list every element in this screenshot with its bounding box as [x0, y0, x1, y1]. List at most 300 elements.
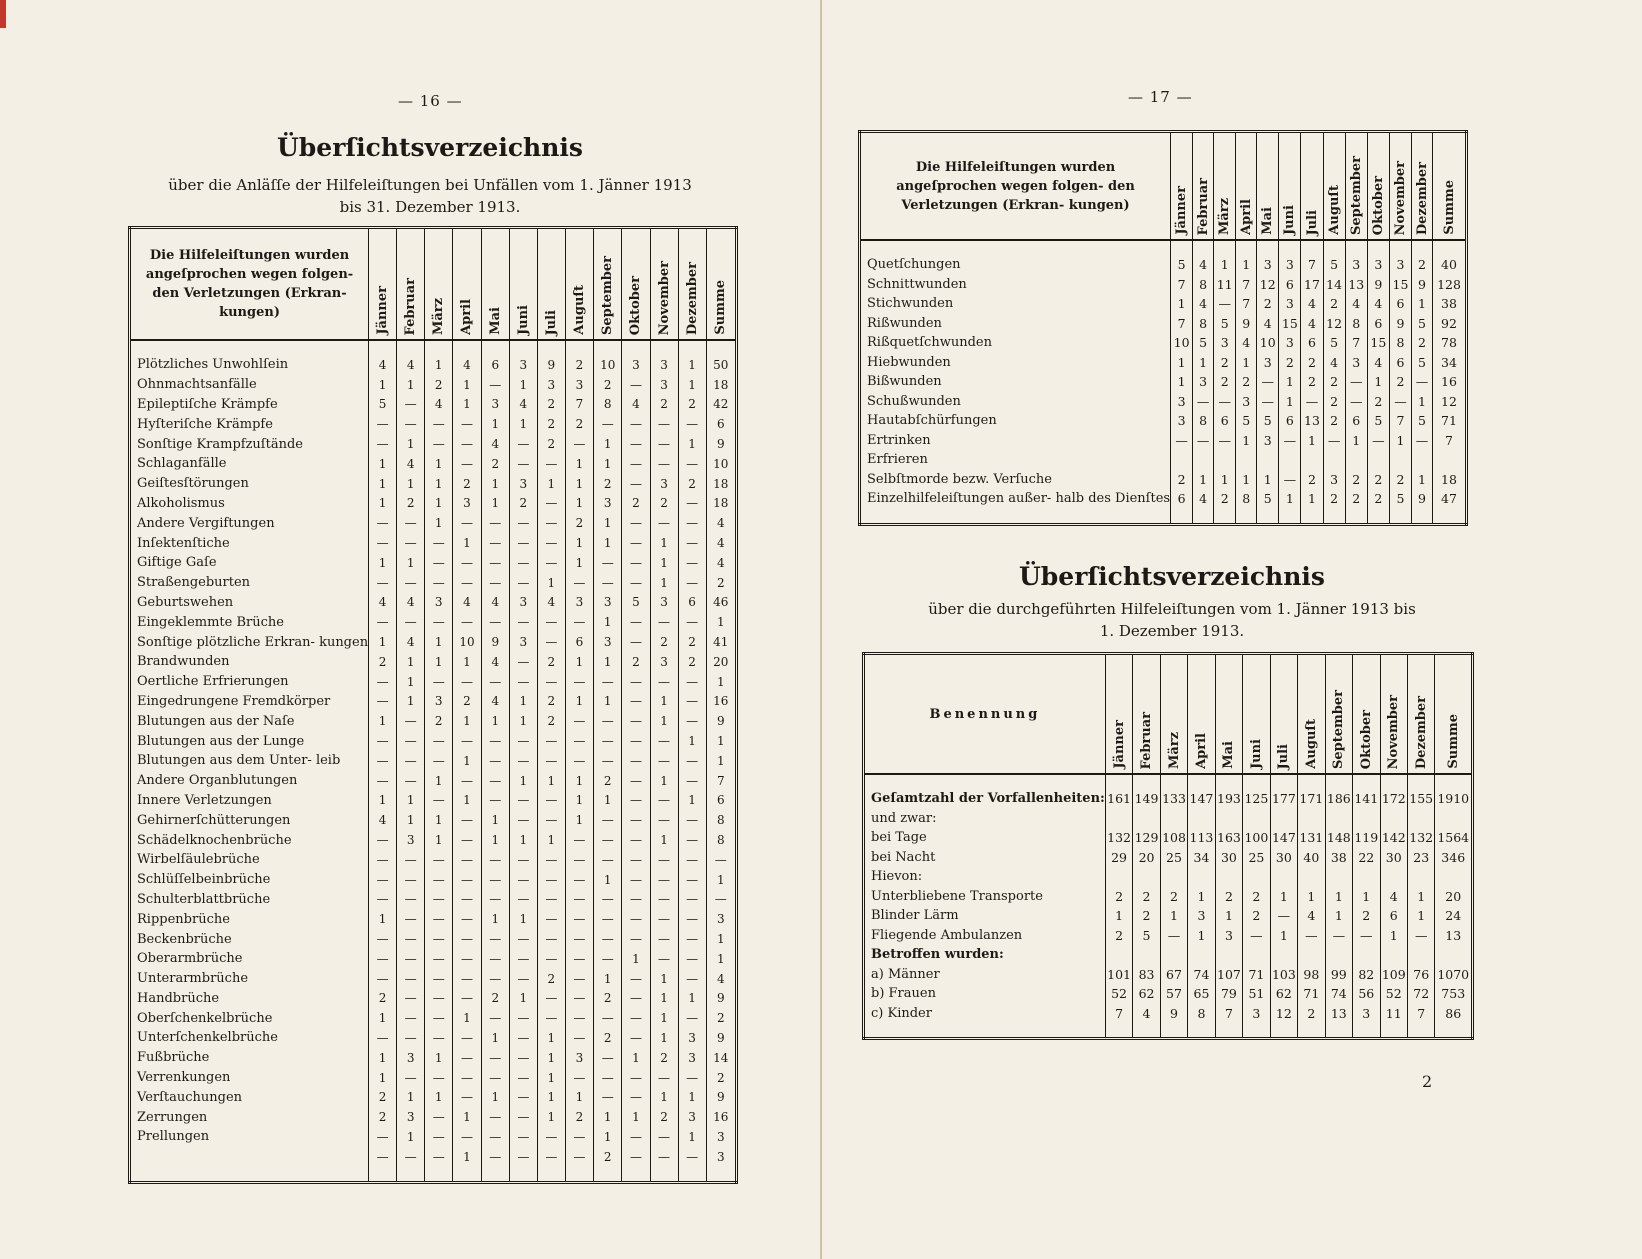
- value-cell: 9: [1367, 275, 1389, 295]
- value-cell: 119: [1353, 828, 1380, 848]
- value-cell: 4: [1193, 255, 1214, 275]
- value-cell: 3: [453, 494, 482, 514]
- value-cell: 4: [397, 355, 425, 375]
- value-cell: 2: [1214, 489, 1236, 509]
- row-label: Erfrieren: [867, 452, 928, 468]
- table-row: [130, 751, 737, 771]
- value-cell: 7: [1301, 255, 1323, 275]
- value-cell: —: [453, 672, 482, 692]
- value-cell: 4: [1323, 353, 1345, 373]
- value-cell: —: [509, 1147, 537, 1167]
- value-cell: 20: [1133, 848, 1160, 868]
- value-cell: 1910: [1435, 789, 1473, 809]
- value-cell: —: [453, 731, 482, 751]
- value-cell: —: [397, 890, 425, 910]
- column-header-label: Summe: [1441, 180, 1457, 235]
- value-cell: 5: [1193, 333, 1214, 353]
- table-spacer-row: [130, 1167, 737, 1183]
- value-cell: —: [509, 533, 537, 553]
- value-cell: 4: [481, 652, 509, 672]
- value-cell: —: [650, 414, 678, 434]
- value-cell: 13: [1325, 1004, 1352, 1024]
- value-cell: 1: [1188, 926, 1215, 946]
- value-cell: 3: [509, 632, 537, 652]
- column-header-label: Jänner: [1174, 186, 1190, 235]
- value-cell: [1105, 809, 1132, 829]
- value-cell: —: [509, 949, 537, 969]
- value-cell: —: [425, 1008, 453, 1028]
- value-cell: 1: [425, 1087, 453, 1107]
- value-cell: 2: [565, 355, 593, 375]
- value-cell: —: [650, 454, 678, 474]
- value-cell: 2: [565, 414, 593, 434]
- value-cell: —: [537, 989, 565, 1009]
- value-cell: —: [678, 692, 706, 712]
- table-spacer-row: [130, 340, 737, 355]
- spacer-cell: [860, 509, 1171, 525]
- spacer-cell: [1270, 774, 1297, 789]
- value-cell: 17: [1301, 275, 1323, 295]
- spacer-cell: [1345, 240, 1367, 255]
- value-cell: —: [565, 1068, 593, 1088]
- value-cell: —: [369, 573, 397, 593]
- value-cell: —: [537, 494, 565, 514]
- value-cell: —: [481, 731, 509, 751]
- column-header-month: [369, 228, 397, 341]
- value-cell: 1: [593, 513, 622, 533]
- value-cell: 4: [706, 533, 736, 553]
- value-cell: 4: [509, 395, 537, 415]
- value-cell: —: [537, 1127, 565, 1147]
- value-cell: 155: [1407, 789, 1434, 809]
- value-cell: —: [481, 929, 509, 949]
- value-cell: —: [1193, 392, 1214, 412]
- table-spacer-row: [864, 1023, 1473, 1039]
- value-cell: 9: [1160, 1004, 1187, 1024]
- value-cell: 1: [678, 731, 706, 751]
- value-cell: 2: [1389, 470, 1411, 490]
- value-cell: —: [453, 454, 482, 474]
- value-cell: —: [453, 1087, 482, 1107]
- value-cell: 3: [1257, 353, 1279, 373]
- value-cell: 1: [425, 652, 453, 672]
- column-header-month: [1298, 654, 1325, 775]
- value-cell: —: [1214, 294, 1236, 314]
- value-cell: 1: [650, 1008, 678, 1028]
- table-row: [864, 867, 1473, 887]
- spacer-cell: [1193, 240, 1214, 255]
- spacer-cell: [1188, 1023, 1215, 1039]
- value-cell: —: [678, 533, 706, 553]
- column-header-month: [1215, 654, 1242, 775]
- value-cell: 1: [537, 1048, 565, 1068]
- value-cell: —: [369, 533, 397, 553]
- value-cell: —: [397, 731, 425, 751]
- value-cell: 1: [650, 830, 678, 850]
- row-label: Andere Organblutungen: [137, 773, 298, 789]
- value-cell: 79: [1215, 984, 1242, 1004]
- value-cell: —: [622, 909, 650, 929]
- value-cell: 2: [537, 969, 565, 989]
- column-header-month: [1345, 132, 1367, 241]
- value-cell: —: [481, 850, 509, 870]
- value-cell: —: [1279, 431, 1301, 451]
- row-label: Eingedrungene Fremdkörper: [137, 693, 331, 709]
- row-label: Eingeklemmte Brüche: [137, 614, 284, 630]
- spacer-cell: [706, 340, 736, 355]
- value-cell: 1: [509, 830, 537, 850]
- value-cell: —: [622, 1068, 650, 1088]
- value-cell: —: [509, 731, 537, 751]
- column-header-month: [1325, 654, 1352, 775]
- value-cell: 2: [1323, 294, 1345, 314]
- value-cell: 74: [1325, 984, 1352, 1004]
- value-cell: 1070: [1435, 965, 1473, 985]
- table-row: [130, 1008, 737, 1028]
- value-cell: 1: [593, 533, 622, 553]
- value-cell: 3: [565, 375, 593, 395]
- value-cell: 2: [1298, 1004, 1325, 1024]
- value-cell: 2: [1412, 333, 1433, 353]
- column-header-month: [622, 228, 650, 341]
- value-cell: 1: [453, 791, 482, 811]
- value-cell: 15: [1389, 275, 1411, 295]
- value-cell: —: [537, 533, 565, 553]
- value-cell: —: [1301, 392, 1323, 412]
- right-page: [822, 0, 1642, 1259]
- table-row: [130, 652, 737, 672]
- spacer-cell: [1214, 509, 1236, 525]
- value-cell: —: [397, 929, 425, 949]
- row-label: Blutungen aus der Lunge: [137, 733, 305, 749]
- value-cell: 2: [1301, 470, 1323, 490]
- value-cell: 2: [706, 573, 736, 593]
- value-cell: 1: [1270, 887, 1297, 907]
- value-cell: 3: [678, 1107, 706, 1127]
- value-cell: 100: [1243, 828, 1270, 848]
- value-cell: 2: [1160, 887, 1187, 907]
- column-header-label: Juli: [543, 309, 559, 335]
- value-cell: 3: [565, 593, 593, 613]
- value-cell: 1: [593, 1127, 622, 1147]
- value-cell: 3: [593, 632, 622, 652]
- value-cell: —: [425, 533, 453, 553]
- value-cell: —: [537, 890, 565, 910]
- column-header-month: [1214, 132, 1236, 241]
- table-row: [130, 810, 737, 830]
- value-cell: 9: [1236, 314, 1257, 334]
- value-cell: 149: [1133, 789, 1160, 809]
- column-header-month: [678, 228, 706, 341]
- value-cell: 1: [1279, 372, 1301, 392]
- value-cell: 16: [706, 692, 736, 712]
- value-cell: 3: [1323, 470, 1345, 490]
- value-cell: —: [1160, 926, 1187, 946]
- value-cell: 1: [650, 692, 678, 712]
- value-cell: 1: [425, 513, 453, 533]
- value-cell: 2: [565, 513, 593, 533]
- value-cell: —: [509, 1068, 537, 1088]
- row-label: c) Kinder: [871, 1005, 932, 1021]
- value-cell: —: [622, 791, 650, 811]
- spacer-cell: [1325, 774, 1352, 789]
- value-cell: [1298, 867, 1325, 887]
- row-label: bei Tage: [871, 830, 927, 846]
- value-cell: 2: [537, 434, 565, 454]
- value-cell: 5: [1389, 489, 1411, 509]
- value-cell: 1: [650, 533, 678, 553]
- value-cell: 2: [1323, 411, 1345, 431]
- value-cell: —: [1407, 926, 1434, 946]
- value-cell: 1: [593, 692, 622, 712]
- value-cell: 1: [369, 711, 397, 731]
- value-cell: 99: [1325, 965, 1352, 985]
- table-row: [130, 830, 737, 850]
- value-cell: 2: [650, 395, 678, 415]
- value-cell: [1105, 867, 1132, 887]
- value-cell: —: [425, 1147, 453, 1167]
- value-cell: 3: [650, 474, 678, 494]
- value-cell: 3: [1243, 1004, 1270, 1024]
- spacer-cell: [537, 340, 565, 355]
- value-cell: —: [425, 1107, 453, 1127]
- value-cell: —: [397, 395, 425, 415]
- value-cell: 1: [1325, 887, 1352, 907]
- value-cell: 2: [537, 692, 565, 712]
- value-cell: 9: [1389, 314, 1411, 334]
- value-cell: —: [369, 513, 397, 533]
- row-label: Schädelknochenbrüche: [137, 832, 292, 848]
- column-header-label: Februar: [1195, 177, 1211, 235]
- value-cell: 7: [1345, 333, 1367, 353]
- value-cell: —: [425, 870, 453, 890]
- row-label: Oberſchenkelbrüche: [137, 1010, 273, 1026]
- right-subtitle-line1: über die durchgeführten Hilfeleiſtungen vom 1. Jänner 1913 bis: [928, 600, 1416, 618]
- value-cell: [1215, 945, 1242, 965]
- value-cell: —: [509, 1127, 537, 1147]
- value-cell: 3: [1236, 392, 1257, 412]
- value-cell: 23: [1407, 848, 1434, 868]
- value-cell: —: [593, 830, 622, 850]
- value-cell: 2: [1301, 353, 1323, 373]
- column-header-label: Juli: [1276, 743, 1292, 769]
- table-row: [130, 929, 737, 949]
- value-cell: 67: [1160, 965, 1187, 985]
- value-cell: 6: [1279, 411, 1301, 431]
- value-cell: —: [481, 1127, 509, 1147]
- value-cell: —: [481, 612, 509, 632]
- value-cell: 4: [1257, 314, 1279, 334]
- value-cell: —: [565, 612, 593, 632]
- value-cell: —: [481, 1008, 509, 1028]
- value-cell: 1: [481, 474, 509, 494]
- value-cell: 5: [1323, 333, 1345, 353]
- value-cell: —: [425, 434, 453, 454]
- value-cell: [1171, 450, 1193, 470]
- value-cell: 2: [622, 652, 650, 672]
- value-cell: 3: [650, 355, 678, 375]
- column-header-month: [1353, 654, 1380, 775]
- value-cell: —: [1325, 926, 1352, 946]
- right-subtitle-line2: 1. Dezember 1913.: [1099, 622, 1245, 640]
- value-cell: —: [509, 513, 537, 533]
- spacer-cell: [1257, 509, 1279, 525]
- value-cell: —: [453, 949, 482, 969]
- value-cell: —: [678, 711, 706, 731]
- column-header-month: [1367, 132, 1389, 241]
- value-cell: 3: [1257, 255, 1279, 275]
- spacer-cell: [425, 1167, 453, 1183]
- value-cell: 1: [425, 771, 453, 791]
- value-cell: —: [678, 1008, 706, 1028]
- value-cell: 2: [537, 711, 565, 731]
- value-cell: 1: [509, 909, 537, 929]
- value-cell: —: [622, 1127, 650, 1147]
- spacer-cell: [1412, 509, 1433, 525]
- value-cell: 5: [1412, 314, 1433, 334]
- value-cell: 98: [1298, 965, 1325, 985]
- value-cell: 2: [1133, 887, 1160, 907]
- spacer-cell: [537, 1167, 565, 1183]
- value-cell: 52: [1380, 984, 1407, 1004]
- value-cell: 1: [509, 414, 537, 434]
- value-cell: 1: [369, 494, 397, 514]
- value-cell: 1: [509, 375, 537, 395]
- column-header-label: März: [1166, 731, 1182, 769]
- value-cell: —: [537, 454, 565, 474]
- value-cell: 3: [1367, 255, 1389, 275]
- value-cell: 1: [453, 1008, 482, 1028]
- value-cell: 1: [1160, 906, 1187, 926]
- value-cell: 4: [1301, 294, 1323, 314]
- value-cell: 46: [706, 593, 736, 613]
- value-cell: —: [509, 810, 537, 830]
- spacer-cell: [593, 1167, 622, 1183]
- value-cell: —: [565, 890, 593, 910]
- column-header-label: November: [1393, 160, 1408, 235]
- value-cell: —: [397, 771, 425, 791]
- value-cell: —: [481, 533, 509, 553]
- value-cell: 3: [425, 692, 453, 712]
- value-cell: 8: [706, 830, 736, 850]
- spacer-cell: [1435, 774, 1473, 789]
- value-cell: 2: [650, 1048, 678, 1068]
- value-cell: 7: [1433, 431, 1467, 451]
- value-cell: 4: [397, 632, 425, 652]
- value-cell: —: [425, 791, 453, 811]
- row-label: Einzelhilfeleiſtungen außer- halb des Dienſtes: [867, 491, 1171, 507]
- value-cell: —: [509, 929, 537, 949]
- table-row: [130, 553, 737, 573]
- value-cell: 3: [593, 593, 622, 613]
- value-cell: —: [622, 1147, 650, 1167]
- value-cell: —: [397, 949, 425, 969]
- value-cell: 2: [593, 474, 622, 494]
- value-cell: 1: [397, 810, 425, 830]
- value-cell: 5: [1133, 926, 1160, 946]
- value-cell: 13: [1345, 275, 1367, 295]
- column-header-label: Mai: [1221, 741, 1237, 769]
- value-cell: 1: [650, 1087, 678, 1107]
- value-cell: 52: [1105, 984, 1132, 1004]
- value-cell: 1: [650, 969, 678, 989]
- value-cell: —: [1412, 431, 1433, 451]
- value-cell: 2: [1105, 926, 1132, 946]
- value-cell: 1: [1298, 887, 1325, 907]
- value-cell: 25: [1160, 848, 1187, 868]
- value-cell: 1: [1188, 887, 1215, 907]
- value-cell: 9: [1412, 275, 1433, 295]
- table-row: [860, 333, 1467, 353]
- value-cell: 3: [706, 909, 736, 929]
- value-cell: 9: [481, 632, 509, 652]
- value-cell: —: [1214, 392, 1236, 412]
- row-label: Hautabſchürfungen: [867, 413, 997, 429]
- value-cell: —: [678, 751, 706, 771]
- value-cell: —: [622, 474, 650, 494]
- spacer-cell: [1323, 240, 1345, 255]
- value-cell: —: [537, 632, 565, 652]
- value-cell: 8: [593, 395, 622, 415]
- spacer-cell: [509, 1167, 537, 1183]
- value-cell: 4: [1193, 294, 1214, 314]
- value-cell: —: [453, 513, 482, 533]
- value-cell: [1188, 945, 1215, 965]
- value-cell: —: [565, 1028, 593, 1048]
- value-cell: —: [565, 573, 593, 593]
- column-header-label: September: [600, 256, 616, 335]
- spacer-cell: [1367, 509, 1389, 525]
- value-cell: 2: [537, 395, 565, 415]
- column-header-label: Februar: [403, 277, 419, 335]
- value-cell: 3: [593, 494, 622, 514]
- value-cell: —: [565, 870, 593, 890]
- value-cell: 2: [706, 1068, 736, 1088]
- value-cell: 2: [565, 1107, 593, 1127]
- spacer-cell: [1435, 1023, 1473, 1039]
- value-cell: 1: [369, 454, 397, 474]
- value-cell: [1243, 809, 1270, 829]
- value-cell: 142: [1380, 828, 1407, 848]
- value-cell: [1193, 450, 1214, 470]
- row-label: Verrenkungen: [137, 1070, 231, 1086]
- value-cell: —: [650, 612, 678, 632]
- value-cell: 2: [1214, 372, 1236, 392]
- table-row: [860, 470, 1467, 490]
- value-cell: —: [481, 890, 509, 910]
- value-cell: 76: [1407, 965, 1434, 985]
- table-spacer-row: [860, 240, 1467, 255]
- value-cell: [1323, 450, 1345, 470]
- value-cell: 2: [1345, 489, 1367, 509]
- value-cell: —: [369, 1127, 397, 1147]
- value-cell: 1: [369, 474, 397, 494]
- value-cell: 40: [1433, 255, 1467, 275]
- value-cell: —: [453, 850, 482, 870]
- table-row: [130, 474, 737, 494]
- value-cell: —: [622, 573, 650, 593]
- value-cell: 113: [1188, 828, 1215, 848]
- spacer-cell: [1279, 240, 1301, 255]
- value-cell: 7: [1215, 1004, 1242, 1024]
- value-cell: 1: [397, 434, 425, 454]
- row-label: Hyſteriſche Krämpfe: [137, 416, 273, 432]
- spacer-cell: [1301, 509, 1323, 525]
- value-cell: 3: [650, 652, 678, 672]
- value-cell: 1: [678, 375, 706, 395]
- value-cell: 186: [1325, 789, 1352, 809]
- row-label: Schnittwunden: [867, 276, 967, 292]
